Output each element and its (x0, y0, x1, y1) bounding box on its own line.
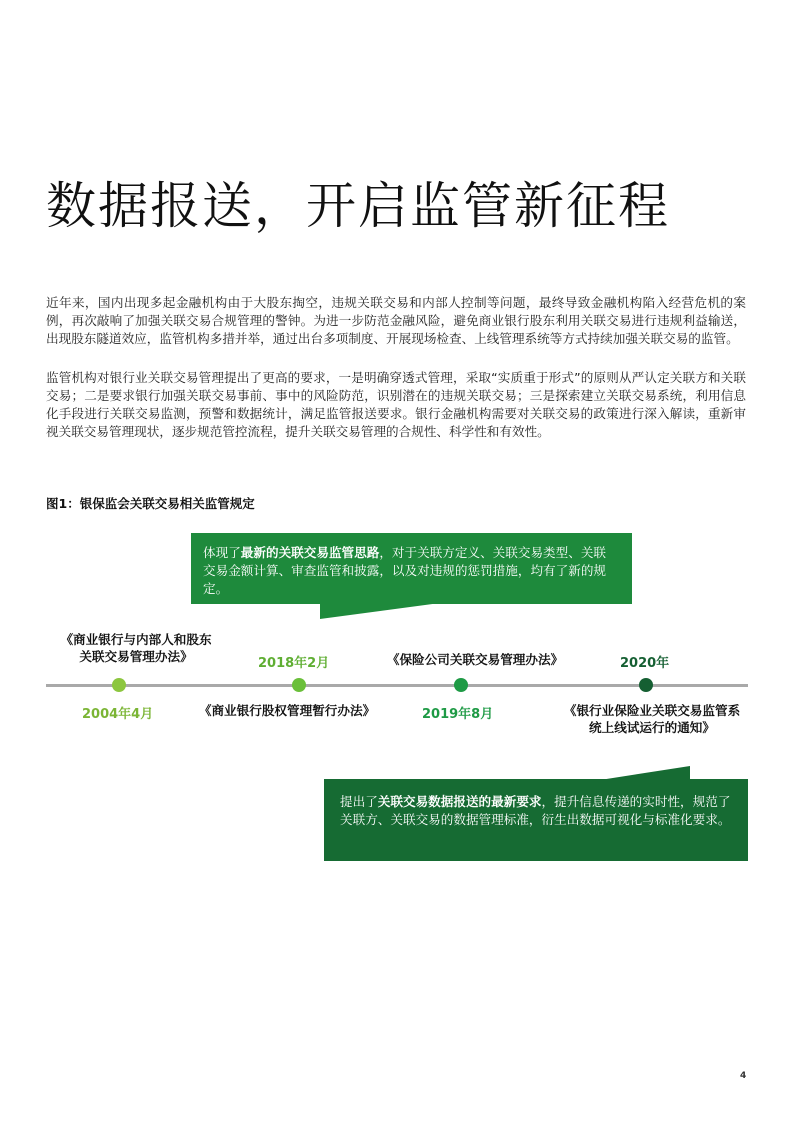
timeline-dot-2004 (112, 678, 126, 692)
timeline-doc-2020 (555, 702, 749, 736)
timeline-doc-2004 (46, 631, 226, 665)
timeline-dot-2019 (454, 678, 468, 692)
timeline-dot-2020 (639, 678, 653, 692)
page-title: 数据报送，开启监管新征程 (46, 177, 670, 235)
timeline-doc-2018: 《商业银行股权管理暂行办法》 (198, 703, 376, 718)
intro-paragraph-2: 监管机构对银行业关联交易管理提出了更高的要求，一是明确穿透式管理，采取“实质重于形式”的原则从严认定关联方和关联交易；二是要求银行加强关联交易事前、事中的风险防范，识别潜在的违规关联交易；三是探索建立关联交易系统，利用信息化手段进行关联交易监测，预警和数据统计，满足监管报送要求。银行金融机构需要对关联交易的政策进行深入解读，重新审视关联交易管理现状，逐步规范管控流程，提升关联交易管理的合规性、科学性和有效性。 (46, 370, 746, 439)
callout-bottom (324, 779, 748, 861)
callout-bottom-highlight: 关联交易数据报送的最新要求 (377, 794, 542, 809)
timeline-year-2018: 2018年2月 (258, 656, 330, 671)
callout-bottom-pre: 提出了 (340, 794, 378, 809)
timeline-doc-2020-line2: 统上线试运行的通知》 (589, 720, 715, 735)
timeline-dot-2018 (292, 678, 306, 692)
timeline-doc-2020-line1: 《银行业保险业关联交易监管系 (563, 703, 741, 718)
timeline-year-2004: 2004年4月 (82, 707, 154, 722)
callout-bottom-pointer (600, 766, 690, 780)
timeline-doc-2019: 《保险公司关联交易管理办法》 (386, 652, 564, 667)
callout-top-pointer (320, 603, 440, 619)
callout-top-highlight: 最新的关联交易监管思路 (240, 545, 380, 560)
intro-paragraph-1: 近年来，国内出现多起金融机构由于大股东掏空，违规关联交易和内部人控制等问题，最终导致金融机构陷入经营危机的案例，再次敲响了加强关联交易合规管理的警钟。为进一步防范金融风险，避免商业银行股东利用关联交易进行违规利益输送，出现股东隧道效应，监管机构多措并举，通过出台多项制度、开展现场检查、上线管理系统等方式持续加强关联交易的监管。 (46, 295, 746, 346)
callout-top-post: ，对于关联方定义、关联交易类型、关联交易金额计算、审查监管和披露，以及对违规的惩罚措施，均有了新的规定。 (203, 545, 606, 596)
timeline-doc-2004-line1: 《商业银行与内部人和股东 (60, 632, 212, 647)
callout-top (191, 533, 632, 604)
timeline-doc-2004-line2: 关联交易管理办法》 (79, 649, 193, 664)
figure-caption: 图1：银保监会关联交易相关监管规定 (46, 496, 255, 511)
page-number: 4 (740, 1071, 747, 1081)
callout-bottom-post: ，提升信息传递的实时性，规范了关联方、关联交易的数据管理标准，衍生出数据可视化与标准化要求。 (340, 794, 731, 827)
timeline-year-2020: 2020年 (620, 656, 670, 671)
callout-top-pre: 体现了 (203, 545, 241, 560)
timeline-year-2019: 2019年8月 (422, 707, 494, 722)
